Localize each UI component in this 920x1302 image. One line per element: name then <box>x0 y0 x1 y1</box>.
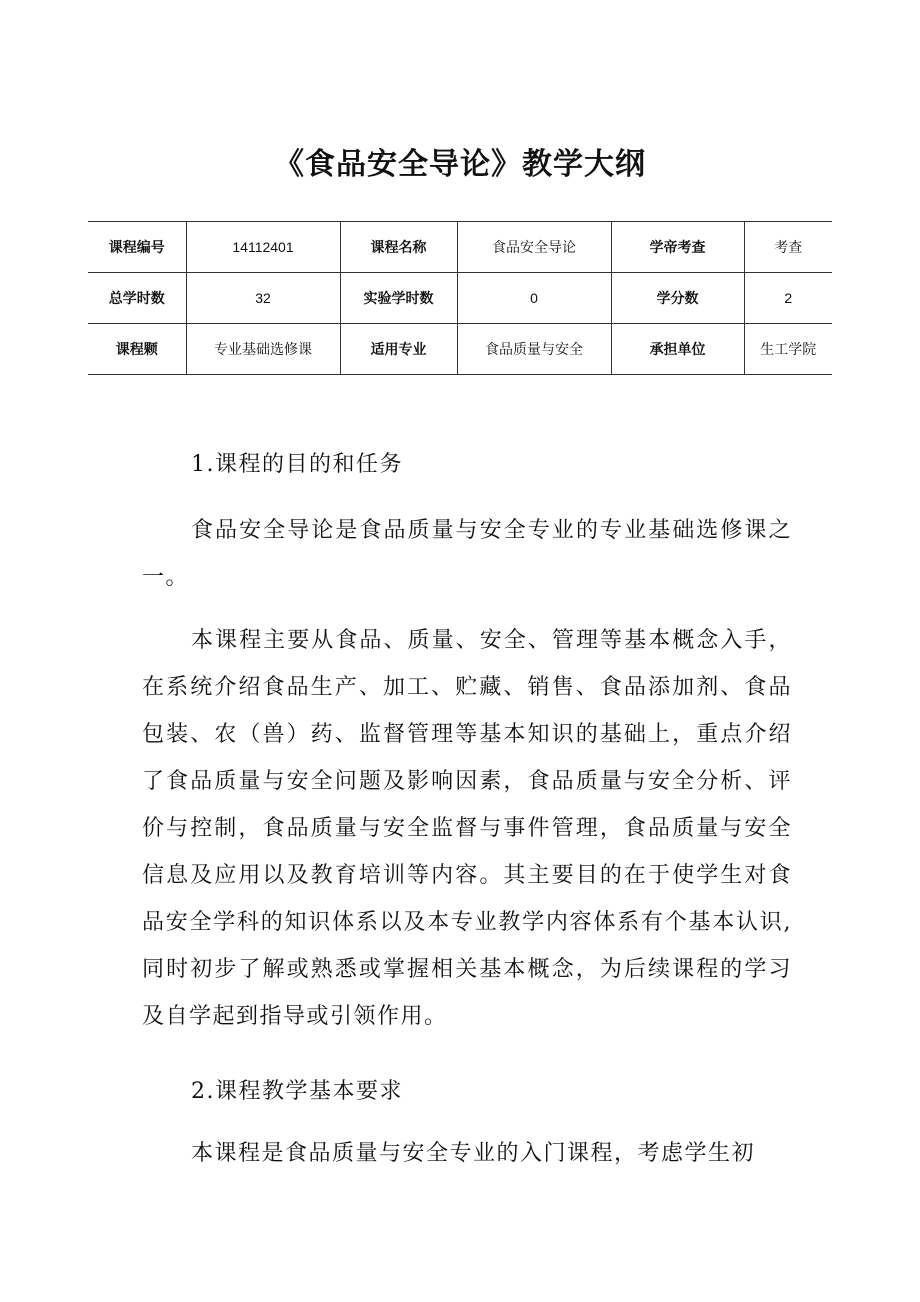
section-heading-requirements: 2.课程教学基本要求 <box>191 1079 403 1104</box>
table-cell-label: 课程编号 <box>88 222 186 273</box>
table-cell-value: 32 <box>186 273 340 324</box>
table-cell-value: 生工学院 <box>744 324 832 375</box>
paragraph-requirements: 本课程是食品质量与安全专业的入门课程，考虑学生初 <box>191 1141 756 1166</box>
table-cell-label: 适用专业 <box>340 324 457 375</box>
table-row <box>88 324 832 375</box>
paragraph-overview: 本课程主要从食品、质量、安全、管理等基本概念入手，在系统介绍食品生产、加工、贮藏、销售、食品添加剂、食品包装、农（兽）药、监督管理等基本知识的基础上，重点介绍了食品质量与安全问题及影响因素，食品质量与安全分析、评价与控制，食品质量与安全监督与事件管理，食品质量与安全信息及应用以及教育培训等内容。其主要目的在于使学生对食品安全学科的知识体系以及本专业教学内容体系有个基本认识,同时初步了解或熟悉或掌握相关基本概念，为后续课程的学习及自学起到指导或引领作用。 <box>142 628 792 1029</box>
table-cell-value: 14112401 <box>186 222 340 273</box>
table-cell-value: 0 <box>457 273 611 324</box>
paragraph-intro: 食品安全导论是食品质量与安全专业的专业基础选修课之一。 <box>142 518 792 590</box>
table-cell-value: 食品质量与安全 <box>457 324 611 375</box>
page-title: 《食品安全导论》教学大纲 <box>274 147 646 182</box>
course-info-table <box>88 221 832 375</box>
table-cell-label: 学分数 <box>611 273 744 324</box>
table-cell-label: 课程名称 <box>340 222 457 273</box>
table-cell-label: 总学时数 <box>88 273 186 324</box>
table-cell-label: 实验学时数 <box>340 273 457 324</box>
table-cell-value: 2 <box>744 273 832 324</box>
table-cell-label: 课程颗 <box>88 324 186 375</box>
table-row <box>88 222 832 273</box>
table-row <box>88 273 832 324</box>
table-cell-value: 考查 <box>744 222 832 273</box>
table-cell-label: 学帝考查 <box>611 222 744 273</box>
section-heading-purpose: 1.课程的目的和任务 <box>191 452 403 477</box>
table-cell-value: 专业基础选修课 <box>186 324 340 375</box>
table-cell-value: 食品安全导论 <box>457 222 611 273</box>
table-cell-label: 承担单位 <box>611 324 744 375</box>
